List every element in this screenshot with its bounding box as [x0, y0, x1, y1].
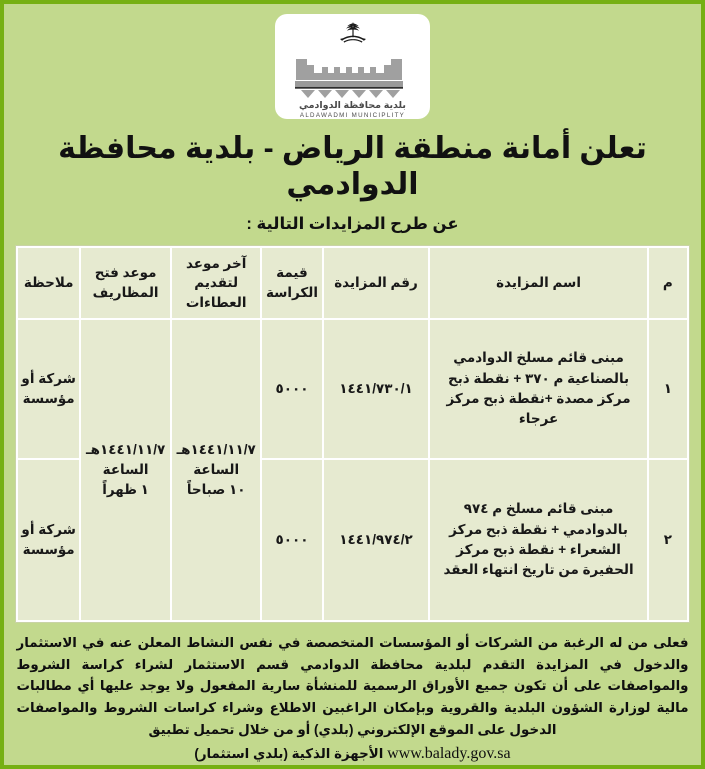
- logo-name-english: ALDAWADMI MUNICIPLITY: [299, 111, 406, 119]
- column-header-last-submission: [171, 247, 262, 319]
- envelope-opening-line2: المظاريف: [92, 284, 159, 300]
- envelope-opening-time: ١ ظهراً: [102, 482, 149, 498]
- table-header-row: [17, 247, 688, 319]
- page-title: تعلن أمانة منطقة الرياض - بلدية محافظة الدوادمي: [58, 131, 647, 202]
- table-row: [17, 319, 688, 459]
- row-index: ٢: [648, 459, 688, 621]
- row-note: شركة أو مؤسسة: [17, 459, 80, 621]
- column-header-envelope-opening: [80, 247, 171, 319]
- column-header-brochure-value: [261, 247, 322, 319]
- last-submission-line2: لتقديم العطاءات: [185, 275, 247, 310]
- balady-website-url[interactable]: www.balady.gov.sa: [387, 745, 511, 763]
- merged-envelope-opening-cell: [80, 319, 171, 621]
- bids-table: [16, 246, 689, 622]
- column-header-note: ملاحظة: [17, 247, 80, 319]
- footer-paragraph: فعلى من له الرغبة من الشركات أو المؤسسات المتخصصة في نفس النشاط المعلن عنه في الاستثمار والدخول في المزايدة التقدم لبلدية محافظة الدوادمي قسم الاستثمار لشراء كراسة الشروط والمواصفات على أن تكون جميع الأوراق الرسمية للمنشأة سارية المفعول ولا يوجد عليها أي مطالبات مالية لوزارة الشؤون البلدية والقروية وبإمكان الراغبين الاطلاع وشراء كراسات الشروط والمواصفات الدخول على الموقع الإلكتروني (بلدي) أو من خلال تحميل تطبيق: [16, 634, 689, 737]
- row-brochure-value: ٥٠٠٠: [261, 319, 322, 459]
- bids-table-container: [15, 245, 690, 623]
- envelope-opening-time-label: الساعة: [102, 461, 149, 477]
- last-submission-time-label: الساعة: [193, 461, 240, 477]
- last-submission-line1: آخر موعد: [185, 255, 247, 271]
- brochure-value-line1: قيمة: [276, 265, 308, 281]
- row-bid-number: ١٤٤١/٧٣٠/١: [323, 319, 430, 459]
- merged-last-submission-cell: [171, 319, 262, 621]
- municipality-logo: [275, 14, 430, 119]
- column-header-bid-name: اسم المزايدة: [429, 247, 647, 319]
- row-bid-number: ١٤٤١/٩٧٤/٢: [323, 459, 430, 621]
- last-submission-date: ١٤٤١/١١/٧هـ: [176, 441, 256, 457]
- row-note: شركة أو مؤسسة: [17, 319, 80, 459]
- brochure-value-line2: الكراسة: [265, 284, 318, 300]
- row-bid-name: مبنى قائم مسلخ م ٩٧٤ بالدوادمي + نقطة ذبح مركز الشعراء + نقطة ذبح مركز الحفيرة من تاريخ انتهاء العقد: [429, 459, 647, 621]
- page-subtitle: عن طرح المزايدات التالية :: [246, 214, 459, 233]
- footer-last-line: [17, 741, 689, 767]
- saudi-palm-and-swords-emblem: [331, 20, 375, 52]
- row-bid-name: مبنى قائم مسلخ الدوادمي بالصناعية م ٣٧٠ + نقطة ذبح مركز مصدة +نقطة ذبح مركز عرجاء: [429, 319, 647, 459]
- logo-name-arabic: بلدية محافظة الدوادمي: [299, 100, 406, 111]
- envelope-opening-line1: موعد فتح: [94, 265, 157, 281]
- footer-smart-app-text: الأجهزة الذكية (بلدي استثمار): [194, 746, 384, 762]
- envelope-opening-date: ١٤٤١/١١/٧هـ: [86, 441, 166, 457]
- last-submission-time: ١٠ صباحاً: [186, 482, 246, 498]
- row-brochure-value: ٥٠٠٠: [261, 459, 322, 621]
- row-index: ١: [648, 319, 688, 459]
- column-header-bid-number: رقم المزايدة: [323, 247, 430, 319]
- fort-battlement-shape: [294, 53, 412, 99]
- column-header-index: م: [648, 247, 688, 319]
